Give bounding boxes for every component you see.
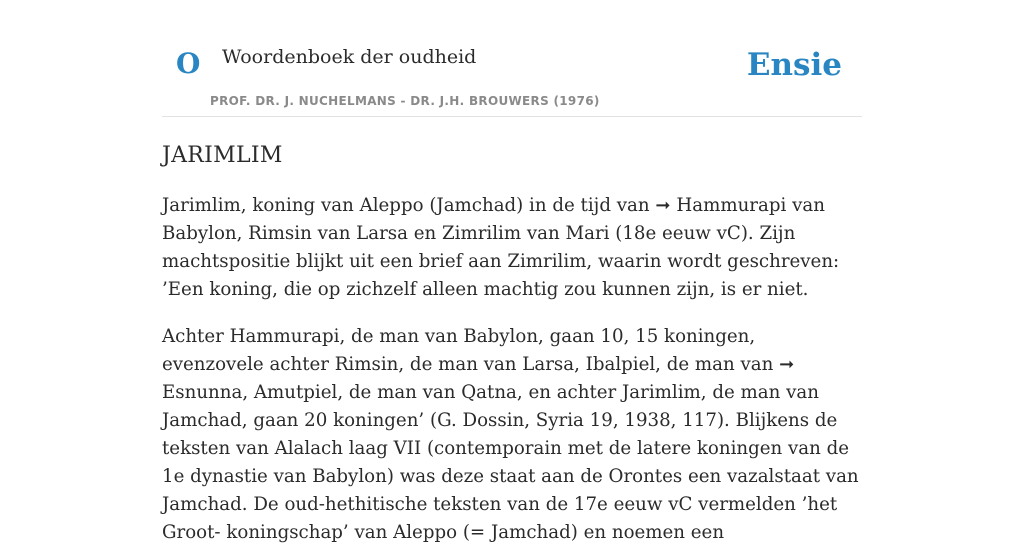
entry-title: JARIMLIM [162,143,283,168]
text-segment: Jarimlim, koning van Aleppo (Jamchad) in de tijd van [162,195,656,216]
text-segment: van Babylon, Rimsin van Larsa en Zimrilim van Mari (18e eeuw vC). Zijn machtspositie blijkt uit een brief aan Zimrilim, waarin wordt geschreven: ’Een koning, die op zichzelf alleen machtig zou kunnen zijn, is er niet. [162,195,840,300]
text-segment: Achter Hammurapi, de man van Babylon, gaan 10, 15 koningen, evenzovele achter Rimsin, de man van Larsa, Ibalpiel, de man van [162,326,780,375]
link-hammurapi[interactable]: Hammurapi [670,195,787,216]
authors-line: PROF. DR. J. NUCHELMANS - DR. J.H. BROUWERS (1976) [210,94,600,108]
index-letter[interactable]: O [176,47,201,80]
link-esnunna[interactable]: Esnunna [162,382,243,403]
arrow-right-icon[interactable]: ➞ [655,195,671,216]
arrow-right-icon[interactable]: ➞ [779,354,795,375]
brand-logo[interactable]: Ensie [746,47,842,83]
book-title[interactable]: Woordenboek der oudheid [222,46,477,68]
entry-paragraph-1 [162,192,862,304]
page-container [162,0,862,547]
text-segment: , Amutpiel, de man van Qatna, en achter Jarimlim, de man van Jamchad, gaan 20 koningen’ (G. Dossin, Syria 19, 1938, 117). Blijkens de teksten van Alalach laag VII (contemporain met de latere koningen van de 1e dynastie van Babylon) was deze staat aan de Orontes een vazalstaat van Jamchad. De oud-hethitische teksten van de 17e eeuw vC vermelden ’het Groot- koningschap’ van Aleppo (= Jamchad) en noemen een [162,382,859,543]
header [162,0,862,117]
entry-paragraph-2 [162,323,862,547]
